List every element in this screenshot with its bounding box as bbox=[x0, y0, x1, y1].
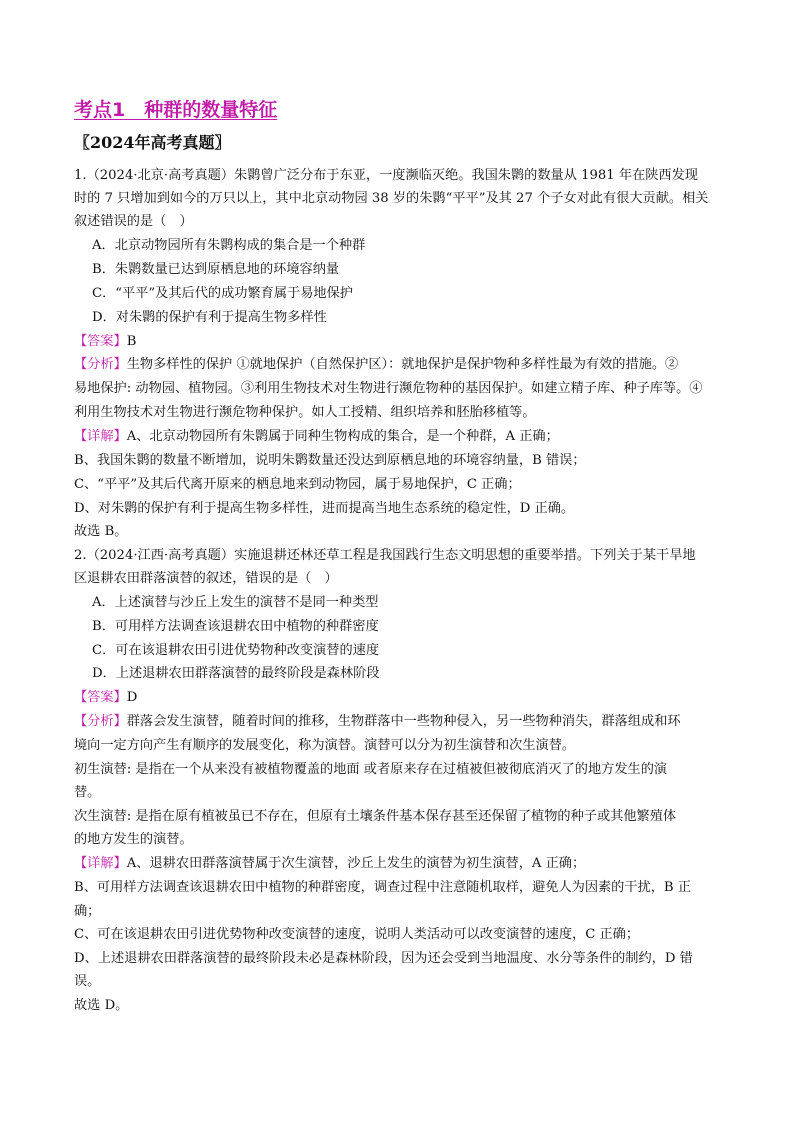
q1-analysis-line: 易地保护: 动物园、植物园。③利用生物技术对生物进行濒危物种的基因保护。如建立精子库、种子库等。④ bbox=[74, 381, 703, 396]
q2-detail-line: C、可在该退耕农田引进优势物种改变演替的速度，说明人类活动可以改变演替的速度，C 正确； bbox=[74, 927, 640, 942]
q2-conclusion: 故选 D。 bbox=[74, 998, 129, 1013]
page-title: 考点1 种群的数量特征 bbox=[74, 99, 278, 121]
q2-detail-line: 误。 bbox=[74, 974, 101, 989]
q1-detail-line: D、对朱鹮的保护有利于提高生物多样性，进而提高当地生态系统的稳定性，D 正确。 bbox=[74, 501, 575, 516]
q1-analysis-line bbox=[74, 355, 678, 375]
q2-detail-line: D、上述退耕农田群落演替的最终阶段未必是森林阶段，因为还会受到当地温度、水分等条件的制约，D 错 bbox=[74, 951, 693, 966]
q2-answer bbox=[74, 688, 137, 708]
answer-tag: 【答案】 bbox=[74, 690, 127, 705]
analysis-text: 群落会发生演替，随着时间的推移，生物群落中一些物种侵入，另一些物种消失，群落组成和环 bbox=[126, 714, 681, 729]
q1-analysis-line: 利用生物技术对生物进行濒危物种保护。如人工授精、组织培养和胚胎移植等。 bbox=[74, 405, 536, 420]
q2-detail-line: B、可用样方法调查该退耕农田中植物的种群密度，调查过程中注意随机取样，避免人为因素的干扰，B 正 bbox=[74, 880, 692, 895]
q1-stem-line: 1.（2024·北京·高考真题）朱鹮曾广泛分布于东亚，一度濒临灭绝。我国朱鹮的数量从 1981 年在陕西发现 bbox=[74, 168, 698, 183]
analysis-text: 生物多样性的保护 ①就地保护（自然保护区）：就地保护是保护物种多样性最为有效的措施。② bbox=[126, 357, 679, 372]
q2-detail-line bbox=[74, 854, 585, 874]
answer-value: B bbox=[126, 334, 137, 349]
q1-option-c: C．“平平”及其后代的成功繁育属于易地保护 bbox=[92, 286, 353, 301]
q2-analysis-line: 替。 bbox=[74, 785, 101, 800]
q2-option-a: A．上述演替与沙丘上发生的演替不是同一种类型 bbox=[92, 595, 379, 610]
q1-option-a: A．北京动物园所有朱鹮构成的集合是一个种群 bbox=[92, 238, 366, 253]
analysis-tag: 【分析】 bbox=[74, 714, 127, 729]
q2-option-d: D．上述退耕农田群落演替的最终阶段是森林阶段 bbox=[92, 666, 380, 681]
detail-text: A、退耕农田群落演替属于次生演替，沙丘上发生的演替为初生演替，A 正确； bbox=[126, 856, 586, 871]
q2-detail-line: 确； bbox=[74, 904, 101, 919]
answer-tag: 【答案】 bbox=[74, 334, 127, 349]
detail-text: A、北京动物园所有朱鹮属于同种生物构成的集合，是一个种群，A 正确； bbox=[126, 429, 559, 444]
answer-value: D bbox=[126, 690, 138, 705]
detail-tag: 【详解】 bbox=[74, 856, 127, 871]
q2-analysis-line bbox=[74, 712, 681, 732]
q2-stem-line: 区退耕农田群落演替的叙述，错误的是（ ） bbox=[74, 571, 338, 586]
q2-analysis-line: 的地方发生的演替。 bbox=[74, 832, 193, 847]
q1-detail-line: B、我国朱鹮的数量不断增加，说明朱鹮数量还没达到原栖息地的环境容纳量，B 错误； bbox=[74, 453, 586, 468]
q1-stem-line: 叙述错误的是（ ） bbox=[74, 214, 193, 229]
q1-detail-line: C、“平平”及其后代离开原来的栖息地来到动物园，属于易地保护，C 正确； bbox=[74, 477, 521, 492]
q1-stem-line: 时的 7 只增加到如今的万只以上，其中北京动物园 38 岁的朱鹮“平平”及其 27 个子女对此有很大贡献。相关 bbox=[74, 191, 709, 206]
q2-stem-line: 2.（2024·江西·高考真题）实施退耕还林还草工程是我国践行生态文明思想的重要举措。下列关于某干旱地 bbox=[74, 548, 696, 563]
q1-option-b: B．朱鹮数量已达到原栖息地的环境容纳量 bbox=[92, 262, 340, 277]
detail-tag: 【详解】 bbox=[74, 429, 127, 444]
q1-answer bbox=[74, 332, 136, 352]
q2-analysis-line: 次生演替: 是指在原有植被虽已不存在，但原有土壤条件基本保存甚至还保留了植物的种子或其他繁殖体 bbox=[74, 809, 677, 824]
q2-analysis-line: 初生演替: 是指在一个从来没有被植物覆盖的地面 或者原来存在过植被但被彻底消灭了的地方发生的演 bbox=[74, 762, 668, 777]
q1-conclusion: 故选 B。 bbox=[74, 524, 128, 539]
analysis-tag: 【分析】 bbox=[74, 357, 127, 372]
q2-option-c: C．可在该退耕农田引进优势物种改变演替的速度 bbox=[92, 643, 380, 658]
q2-analysis-line: 境向一定方向产生有顺序的发展变化，称为演替。演替可以分为初生演替和次生演替。 bbox=[74, 738, 576, 753]
section-heading: 〖2024年高考真题〗 bbox=[74, 133, 231, 152]
q1-option-d: D．对朱鹮的保护有利于提高生物多样性 bbox=[92, 310, 327, 325]
q2-option-b: B．可用样方法调查该退耕农田中植物的种群密度 bbox=[92, 619, 379, 634]
q1-detail-line bbox=[74, 427, 559, 447]
